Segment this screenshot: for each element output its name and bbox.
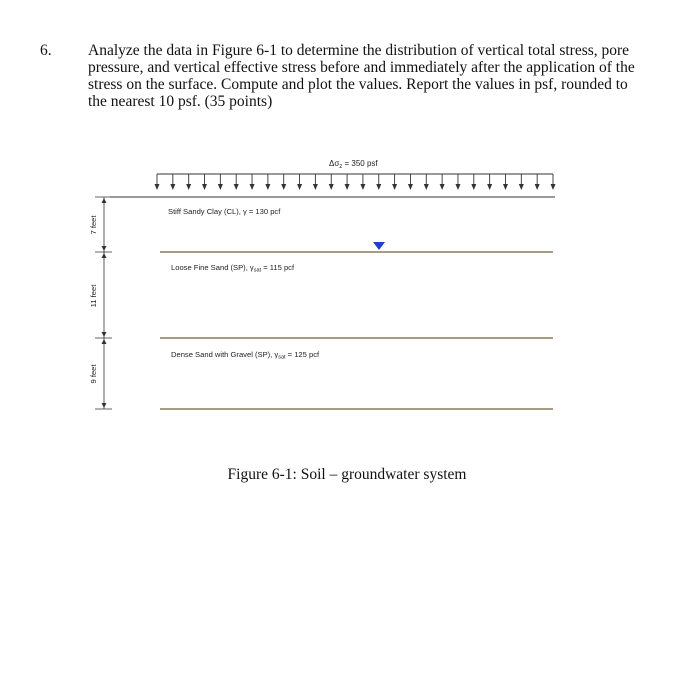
load-arrow-head	[440, 184, 445, 190]
dimension-arrowhead	[102, 332, 107, 337]
load-arrow-head	[313, 184, 318, 190]
layer-label-dense-sand: Dense Sand with Gravel (SP), γsat = 125 pcf	[171, 350, 320, 361]
load-arrow-head	[535, 184, 540, 190]
load-arrow-head	[218, 184, 223, 190]
load-arrow-head	[503, 184, 508, 190]
load-arrow-head	[519, 184, 524, 190]
load-arrow-head	[471, 184, 476, 190]
thickness-label-9ft: 9 feet	[89, 364, 98, 384]
load-arrow-head	[392, 184, 397, 190]
layer-label-loose-sand: Loose Fine Sand (SP), γsat = 115 pcf	[171, 263, 295, 274]
load-arrow-head	[297, 184, 302, 190]
dimension-arrowhead	[102, 198, 107, 203]
question-line: Analyze the data in Figure 6-1 to determine the distribution of vertical total stress, pore	[88, 42, 630, 59]
load-label: $\Delta\sigma_z = 350$ psf	[329, 159, 378, 170]
question-line: pressure, and vertical effective stress before and immediately after the application of the	[88, 59, 635, 76]
dimension-arrowhead	[102, 253, 107, 258]
layer-label-clay: Stiff Sandy Clay (CL), γ = 130 pcf	[168, 207, 281, 216]
question-number: 6.	[40, 42, 52, 59]
load-arrow-head	[250, 184, 255, 190]
question-line: stress on the surface. Compute and plot the values. Report the values in psf, rounded to	[88, 76, 628, 93]
figure-caption: Figure 6-1: Soil – groundwater system	[227, 466, 467, 483]
load-arrow-head	[376, 184, 381, 190]
load-arrow-head	[408, 184, 413, 190]
thickness-label-7ft: 7 feet	[89, 215, 98, 235]
question-line: the nearest 10 psf. (35 points)	[88, 93, 273, 110]
load-arrow-head	[281, 184, 286, 190]
water-table-icon	[373, 242, 385, 250]
load-arrow-head	[487, 184, 492, 190]
dimension-arrowhead	[102, 403, 107, 408]
load-arrow-head	[170, 184, 175, 190]
load-arrow-head	[202, 184, 207, 190]
load-arrow-head	[265, 184, 270, 190]
load-arrow-head	[345, 184, 350, 190]
load-arrow-head	[360, 184, 365, 190]
thickness-label-11ft: 11 feet	[89, 284, 98, 308]
load-arrow-head	[424, 184, 429, 190]
dimension-arrowhead	[102, 246, 107, 251]
load-arrow-head	[455, 184, 460, 190]
load-arrow-head	[234, 184, 239, 190]
load-arrow-head	[186, 184, 191, 190]
surface-load-arrows	[155, 174, 556, 190]
load-arrow-head	[155, 184, 160, 190]
load-arrow-head	[551, 184, 556, 190]
load-arrow-head	[329, 184, 334, 190]
dimension-arrowhead	[102, 339, 107, 344]
